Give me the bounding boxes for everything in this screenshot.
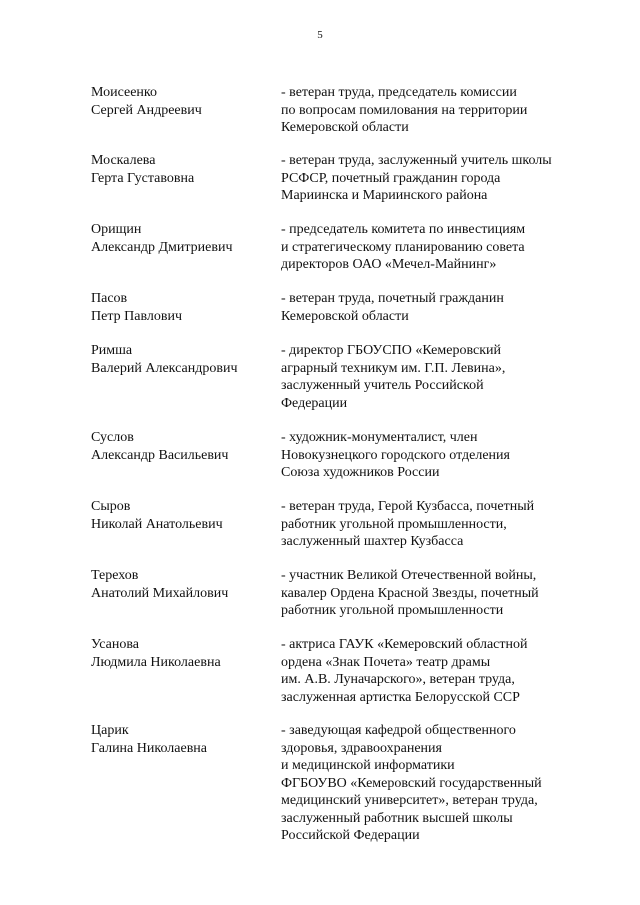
description-line: Российской Федерации (281, 828, 420, 843)
description-line: Новокузнецкого городского отделения (281, 447, 510, 463)
given-names: Галина Николаевна (91, 740, 208, 756)
description-line: директоров ОАО «Мечел-Майнинг» (281, 257, 497, 272)
description-line: работник угольной промышленности (281, 603, 504, 618)
person-description (281, 567, 581, 620)
given-names: Сергей Андреевич (91, 102, 202, 118)
person-description (281, 84, 581, 137)
surname: Орищин (91, 222, 142, 237)
given-names: Людмила Николаевна (91, 654, 221, 670)
person-description (281, 221, 581, 274)
description-line: по вопросам помилования на территории (281, 102, 528, 118)
description-line: аграрный техникум им. Г.П. Левина», (281, 360, 506, 376)
given-names: Александр Васильевич (91, 447, 229, 463)
person-name (91, 84, 271, 119)
person-description (281, 290, 581, 325)
person-description (281, 429, 581, 482)
person-name (91, 342, 271, 377)
description-line: медицинский университет», ветеран труда, (281, 793, 538, 808)
description-line: - ветеран труда, почетный гражданин (281, 291, 504, 306)
page-number: 5 (317, 29, 323, 41)
description-line: ФГБОУВО «Кемеровский государственный (281, 775, 542, 791)
given-names: Анатолий Михайлович (91, 585, 229, 601)
description-line: Кемеровской области (281, 308, 409, 324)
description-line: заслуженная артистка Белорусской ССР (281, 689, 520, 705)
person-name (91, 498, 271, 533)
surname: Царик (91, 723, 129, 738)
description-line: кавалер Ордена Красной Звезды, почетный (281, 585, 539, 601)
description-line: - участник Великой Отечественной войны, (281, 568, 537, 583)
description-line: Федерации (281, 395, 348, 411)
description-line: РСФСР, почетный гражданин города (281, 170, 501, 186)
description-line: - ветеран труда, заслуженный учитель школы (281, 153, 552, 168)
surname: Москалева (91, 153, 156, 168)
surname: Моисеенко (91, 85, 157, 100)
person-description (281, 722, 581, 845)
person-name (91, 152, 271, 187)
description-line: и стратегическому планированию совета (281, 239, 525, 255)
description-line: Мариинска и Мариинского района (281, 188, 488, 203)
description-line: - заведующая кафедрой общественного (281, 723, 516, 738)
surname: Усанова (91, 637, 139, 652)
description-line: ордена «Знак Почета» театр драмы (281, 654, 491, 670)
given-names: Герта Густавовна (91, 170, 195, 186)
surname: Римша (91, 343, 133, 358)
person-name (91, 221, 271, 256)
person-description (281, 152, 581, 205)
person-name (91, 429, 271, 464)
description-line: заслуженный шахтер Кузбасса (281, 534, 464, 549)
surname: Сыров (91, 499, 131, 514)
surname: Терехов (91, 568, 139, 583)
given-names: Александр Дмитриевич (91, 239, 233, 255)
given-names: Петр Павлович (91, 308, 182, 324)
person-name (91, 567, 271, 602)
description-line: заслуженный работник высшей школы (281, 810, 513, 826)
description-line: Союза художников России (281, 465, 440, 480)
surname: Пасов (91, 291, 128, 306)
description-line: - директор ГБОУСПО «Кемеровский (281, 343, 501, 358)
description-line: им. А.В. Луначарского», ветеран труда, (281, 672, 515, 687)
given-names: Николай Анатольевич (91, 516, 223, 532)
person-name (91, 636, 271, 671)
description-line: - ветеран труда, Герой Кузбасса, почетный (281, 499, 535, 514)
person-description (281, 342, 581, 412)
description-line: - художник-монументалист, член (281, 430, 478, 445)
description-line: работник угольной промышленности, (281, 516, 507, 532)
description-line: - ветеран труда, председатель комиссии (281, 85, 517, 100)
person-description (281, 498, 581, 551)
person-description (281, 636, 581, 706)
description-line: и медицинской информатики (281, 758, 455, 773)
surname: Суслов (91, 430, 134, 445)
description-line: - актриса ГАУК «Кемеровский областной (281, 637, 528, 652)
given-names: Валерий Александрович (91, 360, 238, 376)
person-name (91, 722, 271, 757)
description-line: Кемеровской области (281, 120, 409, 135)
person-name (91, 290, 271, 325)
description-line: заслуженный учитель Российской (281, 378, 484, 393)
description-line: здоровья, здравоохранения (281, 740, 442, 756)
description-line: - председатель комитета по инвестициям (281, 222, 526, 237)
